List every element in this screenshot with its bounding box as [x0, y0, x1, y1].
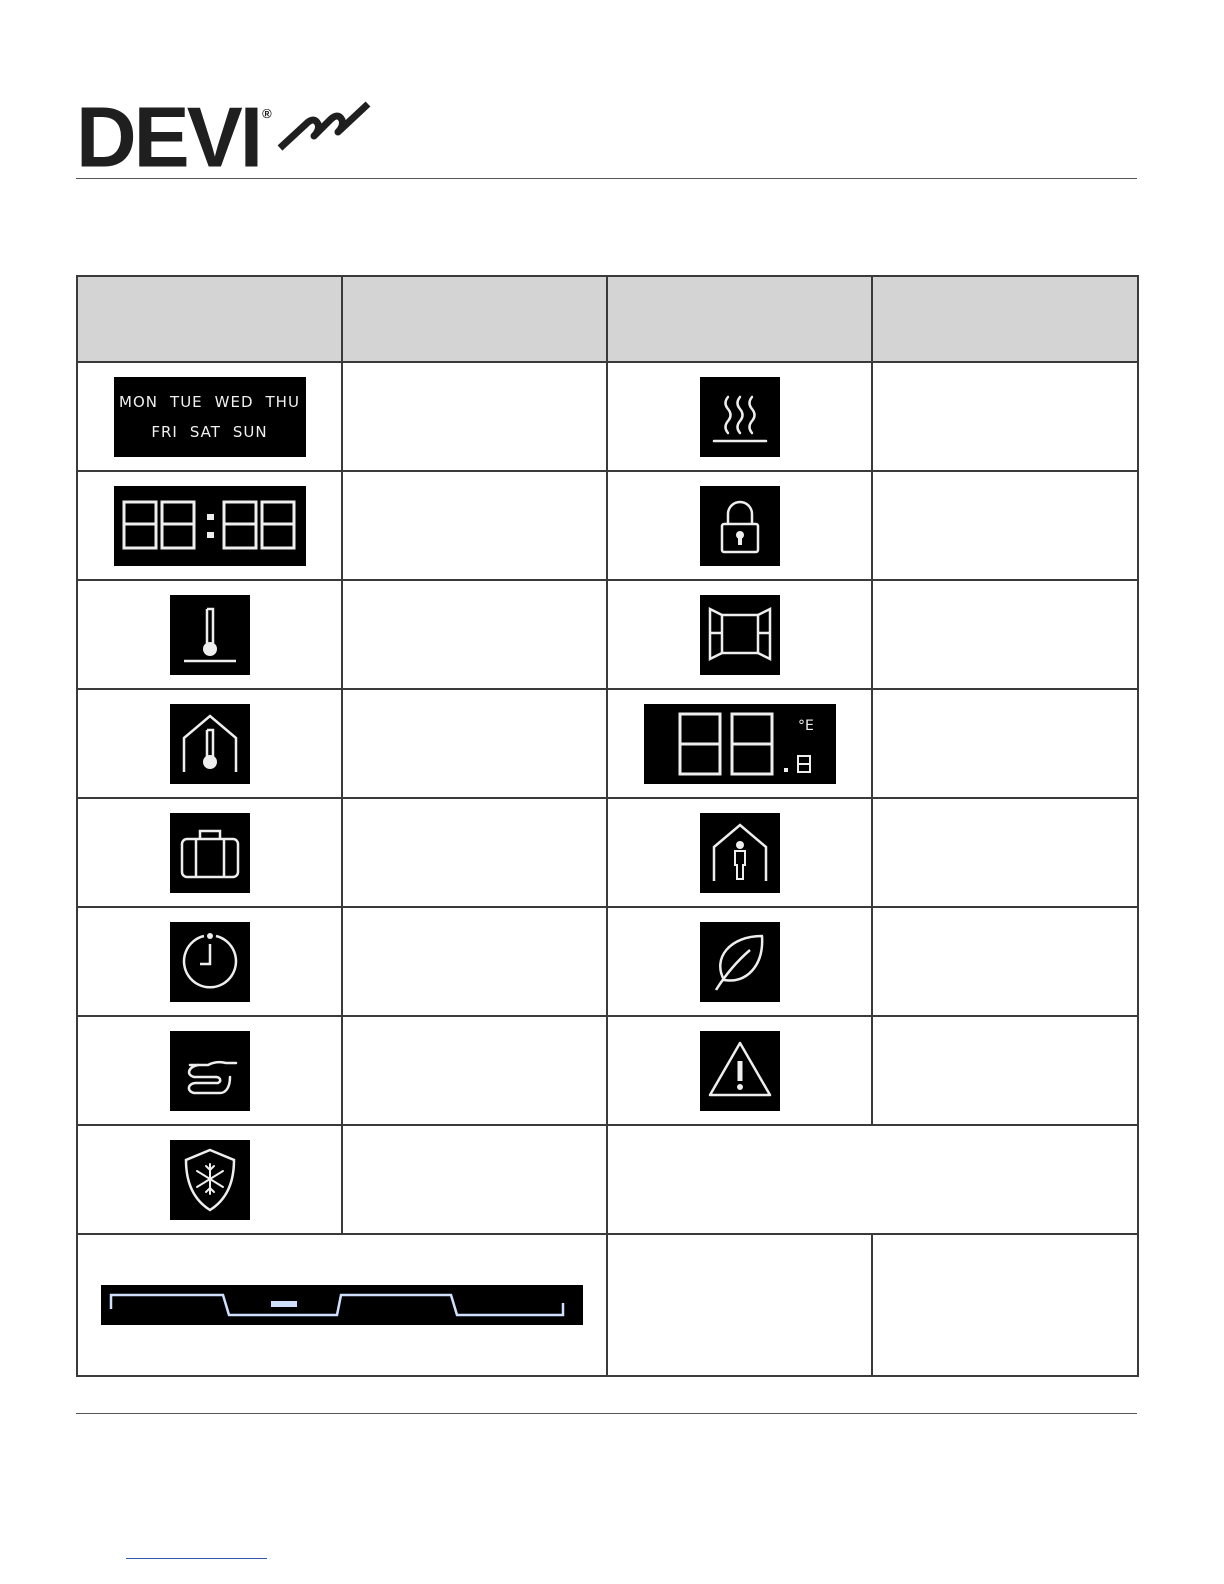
table-row: [77, 798, 1138, 907]
schedule-bar-icon: [101, 1285, 583, 1325]
description-cell: [872, 580, 1138, 689]
header-cell-4: [872, 276, 1138, 362]
table-header-row: [77, 276, 1138, 362]
floor-heating-icon: [700, 377, 780, 457]
table-row: [77, 1125, 1138, 1234]
description-cell: [872, 1016, 1138, 1125]
weekday-display-icon: [114, 377, 306, 457]
table-row: [77, 580, 1138, 689]
clock-digits-display-icon: [114, 486, 306, 566]
day-label: SAT: [189, 422, 221, 441]
header-cell-1: [77, 276, 342, 362]
description-cell: [342, 689, 607, 798]
day-label: MON: [119, 392, 159, 411]
day-label: WED: [214, 392, 254, 411]
room-thermometer-icon: [170, 704, 250, 784]
description-cell: [342, 362, 607, 471]
table-row: [77, 362, 1138, 471]
frost-protection-shield-icon: [170, 1140, 250, 1220]
header-cell-2: [342, 276, 607, 362]
day-label: FRI: [151, 422, 178, 441]
description-cell: [607, 1234, 872, 1376]
description-cell: [342, 1016, 607, 1125]
table-row: [77, 689, 1138, 798]
description-cell: [342, 580, 607, 689]
footer-link-underline[interactable]: [126, 1558, 267, 1559]
devi-wave-logo-icon: [276, 100, 372, 154]
brand-name: DEVI: [76, 89, 261, 185]
header-rule: [76, 178, 1137, 179]
table-row: [77, 471, 1138, 580]
registered-mark: ®: [262, 106, 272, 121]
description-cell: [872, 907, 1138, 1016]
table-row: [77, 1016, 1138, 1125]
description-cell: [872, 689, 1138, 798]
open-window-icon: [700, 595, 780, 675]
description-cell: [872, 798, 1138, 907]
table-row: [77, 1234, 1138, 1376]
floor-thermometer-icon: [170, 595, 250, 675]
day-label: TUE: [170, 392, 203, 411]
timer-icon: [170, 922, 250, 1002]
symbols-table: [76, 275, 1139, 1377]
description-cell: [342, 907, 607, 1016]
unit-symbol: °E: [797, 717, 814, 734]
description-cell: [342, 1125, 607, 1234]
table-row: [77, 907, 1138, 1016]
merged-description-cell: [607, 1125, 1138, 1234]
temperature-digits-display-icon: [644, 704, 836, 784]
header-cell-3: [607, 276, 872, 362]
touch-hand-icon: [170, 1031, 250, 1111]
description-cell: [342, 798, 607, 907]
warning-icon: [700, 1031, 780, 1111]
description-cell: [872, 362, 1138, 471]
day-label: THU: [265, 392, 300, 411]
leaf-icon: [700, 922, 780, 1002]
devi-logo: [76, 89, 372, 185]
day-label: SUN: [232, 422, 268, 441]
description-cell: [872, 471, 1138, 580]
footer-rule: [76, 1413, 1137, 1414]
description-cell: [342, 471, 607, 580]
description-cell: [872, 1234, 1138, 1376]
padlock-icon: [700, 486, 780, 566]
person-at-home-icon: [700, 813, 780, 893]
suitcase-icon: [170, 813, 250, 893]
